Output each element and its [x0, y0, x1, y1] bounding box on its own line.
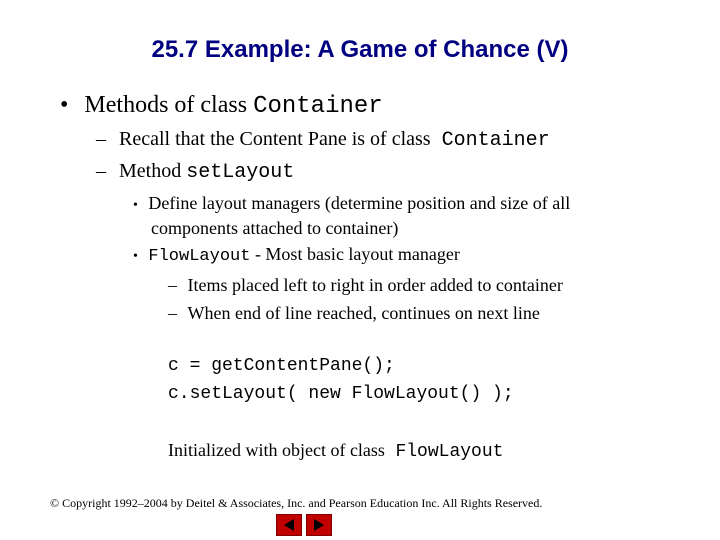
init-code: FlowLayout: [395, 442, 504, 462]
dash-text: Items placed left to right in order added to container: [187, 275, 563, 295]
bullet-marker: •: [60, 92, 69, 118]
previous-slide-button[interactable]: [276, 514, 302, 536]
subsub-text-line2: components attached to container): [151, 218, 399, 238]
code-line-2: c.setLayout( new FlowLayout() );: [168, 384, 514, 404]
dash-marker: –: [96, 128, 106, 150]
sub-bullet-content-pane: [96, 128, 550, 152]
bullet-methods-of-container: [60, 92, 383, 120]
sub-bullet-setlayout: [96, 160, 294, 184]
dash-item-end-of-line: [168, 303, 540, 324]
dash-item-left-to-right: [168, 275, 563, 296]
bullet-marker: •: [133, 249, 138, 264]
bullet-code: Container: [253, 93, 383, 120]
copyright-footer: © Copyright 1992–2004 by Deitel & Associates, Inc. and Pearson Education Inc. All Rights Reserved.: [50, 496, 543, 510]
dash-marker: –: [96, 160, 106, 182]
bullet-marker: •: [133, 198, 138, 213]
next-slide-button[interactable]: [306, 514, 332, 536]
code-line-1: c = getContentPane();: [168, 356, 395, 376]
sub-bullet-text: Method: [119, 160, 187, 182]
subsub-bullet-flowlayout: [133, 244, 460, 266]
subsub-text: - Most basic layout manager: [250, 244, 460, 264]
bullet-text: Methods of class: [84, 92, 254, 118]
triangle-left-icon: [277, 515, 301, 535]
init-text: Initialized with object of class: [168, 440, 390, 460]
slide-title: 25.7 Example: A Game of Chance (V): [151, 36, 569, 63]
subsub-bullet-layout-managers: [133, 193, 570, 214]
dash-marker: –: [168, 303, 177, 323]
sub-bullet-text: Recall that the Content Pane is of class: [119, 128, 436, 150]
sub-bullet-code: setLayout: [186, 161, 295, 184]
initialized-line: [168, 440, 503, 462]
dash-text: When end of line reached, continues on next line: [187, 303, 540, 323]
triangle-right-icon: [307, 515, 331, 535]
subsub-code: FlowLayout: [148, 247, 251, 266]
sub-bullet-code: Container: [441, 129, 550, 152]
dash-marker: –: [168, 275, 177, 295]
subsub-text-line1: Define layout managers (determine position and size of all: [148, 193, 571, 213]
